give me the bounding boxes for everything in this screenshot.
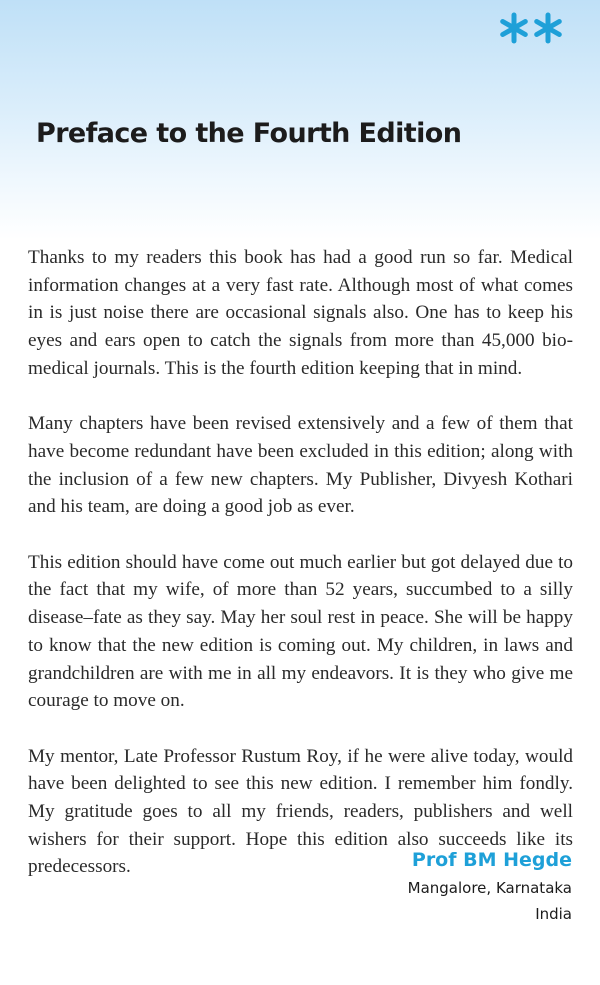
asterisk-icon [532, 12, 564, 44]
paragraph: Thanks to my readers this book has had a good run so far. Medical information changes at a very fast rate. Although most of what comes in is just noise there are occasional signals also. One has to keep his eyes and ears open to catch the signals from more than 45,000 bio-medical journals. This is the fourth edition keeping that in mind. [28, 247, 573, 379]
author-name: Prof BM Hegde [411, 849, 572, 871]
signature-block [408, 845, 572, 927]
author-location: Mangalore, Karnataka [407, 879, 572, 897]
paragraph: This edition should have come out much earlier but got delayed due to the fact that my wife, of more than 52 years, succumbed to a silly disease–fate as they say. May her soul rest in peace. She will be happy to know that the new edition is coming out. My children, in laws and grandchildren are with me in all my endeavors. It is they who give me courage to move on. [28, 551, 573, 712]
page-title: Preface to the Fourth Edition [36, 118, 462, 149]
author-country: India [535, 905, 572, 923]
asterisk-pair-icon [498, 12, 564, 44]
preface-body [28, 244, 573, 909]
paragraph: My mentor, Late Professor Rustum Roy, if he were alive today, would have been delighted to see this new edition. I remember him fondly. My gratitude goes to all my friends, readers, publishers and well wishers for their support. Hope this edition also succeeds like its predecessors. [28, 745, 573, 878]
asterisk-icon [498, 12, 530, 44]
paragraph: Many chapters have been revised extensively and a few of them that have become redundant have been excluded in this edition; along with the inclusion of a few new chapters. My Publisher, Divyesh Kothari and his team, are doing a good job as ever. [28, 413, 573, 518]
